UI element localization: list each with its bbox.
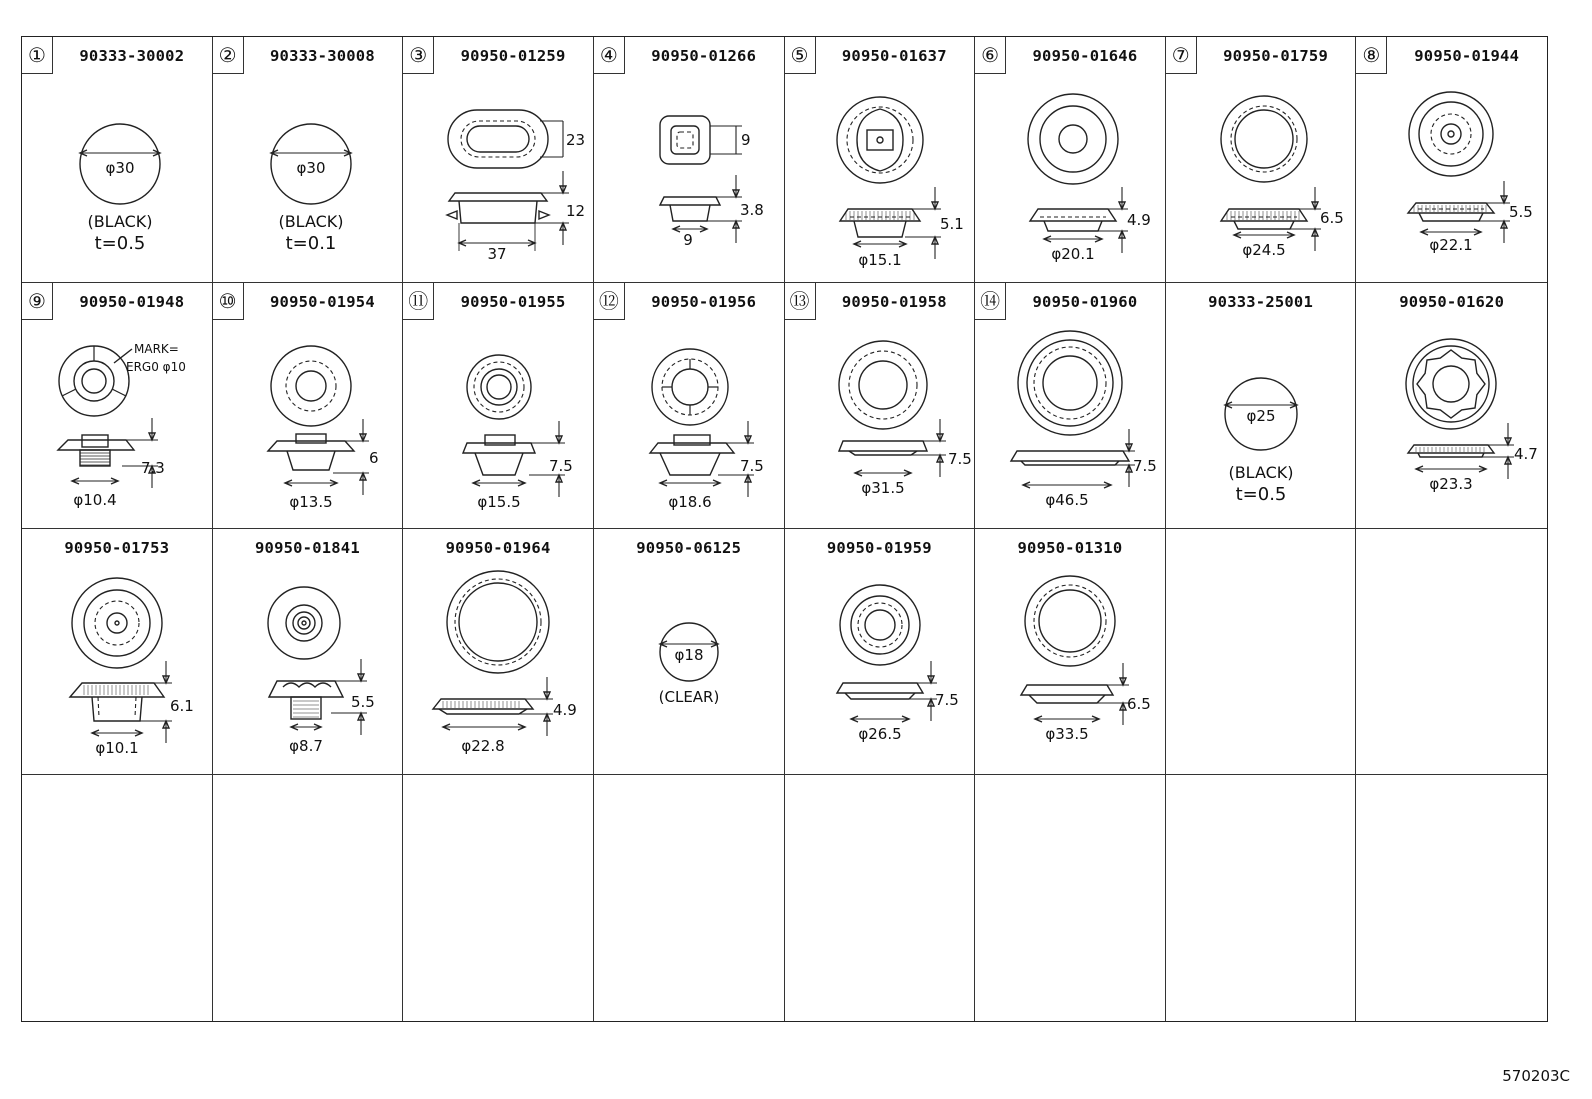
- mark-note: MARK=: [134, 342, 179, 356]
- dimension-label: φ22.8: [461, 737, 505, 755]
- outline-circle: [1059, 125, 1087, 153]
- body-profile: [1234, 221, 1294, 229]
- part-cell: [403, 283, 594, 529]
- part-cell: [1166, 37, 1357, 283]
- part-number: 90950-01259: [460, 47, 566, 65]
- outline-circle: [1231, 106, 1297, 172]
- part-cell: [975, 37, 1166, 283]
- index-badge: ④: [594, 37, 625, 74]
- dimension-label: φ8.7: [288, 737, 323, 755]
- part-cell: [22, 283, 213, 529]
- square-outline: [660, 116, 710, 164]
- outline-circle: [1235, 110, 1293, 168]
- part-number: 90950-01958: [841, 293, 947, 311]
- thickness-note: t=0.1: [285, 233, 337, 254]
- outline-circle: [840, 585, 920, 665]
- dimension-label: 7.5: [934, 691, 959, 709]
- part-number: 90333-30002: [79, 47, 185, 65]
- dimension-label: φ22.1: [1429, 236, 1474, 254]
- square-hole: [677, 132, 693, 148]
- part-cell: [594, 37, 785, 283]
- flange-profile: [1408, 445, 1494, 453]
- outline-circle: [1413, 346, 1489, 422]
- outline-circle: [296, 371, 326, 401]
- flange-profile: [449, 193, 547, 201]
- dimension-label: 37: [487, 245, 507, 263]
- dimension-label: 5.5: [350, 693, 375, 711]
- part-drawing: [213, 283, 403, 529]
- outline-circle: [1040, 106, 1106, 172]
- outline-circle: [84, 590, 150, 656]
- part-cell: [594, 529, 785, 775]
- part-drawing: [975, 283, 1165, 529]
- part-drawing: [22, 283, 212, 529]
- empty-cell: [1356, 775, 1547, 1021]
- outline-circle: [859, 361, 907, 409]
- part-drawing: [403, 37, 593, 283]
- part-number: 90950-01759: [1223, 47, 1328, 65]
- dimension-label: φ15.5: [477, 493, 521, 511]
- diagram-code: 570203C: [1502, 1067, 1570, 1085]
- part-number: 90950-01646: [1032, 47, 1138, 65]
- outline-circle: [286, 605, 322, 641]
- dimension-label: 7.3: [141, 459, 165, 477]
- part-number: 90950-01955: [460, 293, 566, 311]
- body-profile: [1419, 213, 1483, 221]
- part-drawing: [213, 37, 403, 283]
- part-number: 90950-01841: [255, 539, 360, 557]
- empty-cell: [1166, 529, 1357, 775]
- part-drawing: [785, 37, 975, 283]
- outline-circle: [1039, 590, 1101, 652]
- index-badge: ⑫: [594, 283, 625, 320]
- part-drawing: [1356, 37, 1546, 283]
- outline-circle: [1027, 340, 1113, 426]
- part-number: 90950-01954: [270, 293, 375, 311]
- outline-circle: [302, 621, 306, 625]
- dimension-label: 7.5: [1133, 457, 1157, 475]
- flange-profile: [837, 683, 923, 693]
- part-cell: [1166, 283, 1357, 529]
- outline-circle: [839, 341, 927, 429]
- dimension-label: 4.7: [1514, 445, 1539, 463]
- color-note: (BLACK): [1228, 463, 1294, 482]
- part-cell: [594, 283, 785, 529]
- part-number: 90950-01266: [651, 47, 757, 65]
- outline-circle: [672, 369, 708, 405]
- part-cell: [975, 283, 1166, 529]
- flange-profile: [1408, 203, 1494, 213]
- outline-circle: [1409, 92, 1493, 176]
- outline-circle: [1431, 114, 1471, 154]
- dimension-label: φ10.4: [73, 491, 117, 509]
- empty-cell: [785, 775, 976, 1021]
- part-number: 90950-01310: [1017, 539, 1123, 557]
- part-number: 90333-25001: [1208, 293, 1313, 311]
- outline-circle: [1028, 94, 1118, 184]
- part-cell: [785, 37, 976, 283]
- rib: [62, 389, 76, 396]
- part-number: 90950-06125: [636, 539, 742, 557]
- part-drawing: [594, 283, 784, 529]
- part-number: 90950-01637: [841, 47, 947, 65]
- dimension-label: 12: [566, 202, 586, 220]
- part-cell: [975, 529, 1166, 775]
- index-badge: ⑤: [785, 37, 816, 74]
- outline-circle: [72, 578, 162, 668]
- diameter-label: φ18: [674, 646, 704, 664]
- outline-circle: [1406, 339, 1496, 429]
- dimension-label: 23: [566, 131, 586, 149]
- dimension-label: φ18.6: [668, 493, 712, 511]
- flange-profile: [1021, 685, 1113, 695]
- dimension-label: φ31.5: [860, 479, 905, 497]
- index-badge: ③: [403, 37, 434, 74]
- square-mid: [671, 126, 699, 154]
- dimension-label: 5.5: [1509, 203, 1534, 221]
- outline-circle: [115, 621, 119, 625]
- outline-circle: [1034, 585, 1106, 657]
- center-hole: [877, 137, 883, 143]
- gear-teeth: [1417, 350, 1485, 418]
- index-badge: ⑩: [213, 283, 244, 320]
- outline-circle: [1221, 96, 1307, 182]
- flange-profile: [1221, 209, 1307, 221]
- clip-tab: [447, 211, 549, 219]
- body-profile: [439, 709, 527, 714]
- empty-cell: [22, 775, 213, 1021]
- part-drawing: [403, 283, 593, 529]
- part-number: 90950-01959: [826, 539, 932, 557]
- index-badge: ⑦: [1166, 37, 1197, 74]
- diameter-label: φ25: [1246, 407, 1276, 425]
- part-drawing: [785, 529, 975, 775]
- empty-cell: [1356, 529, 1547, 775]
- outline-circle: [95, 601, 139, 645]
- outline-circle: [298, 617, 310, 629]
- flange-profile: [1011, 451, 1129, 461]
- dimension-label: 4.9: [553, 701, 578, 719]
- mark-note: ERG0 φ10: [126, 360, 186, 374]
- part-drawing: [975, 529, 1165, 775]
- flange-ripple: [283, 683, 331, 687]
- parts-grid: [21, 36, 1548, 1022]
- part-cell: [213, 529, 404, 775]
- body-profile: [670, 205, 710, 221]
- outline-circle: [851, 596, 909, 654]
- part-number: 90950-01960: [1032, 293, 1138, 311]
- outline-circle: [467, 355, 531, 419]
- part-drawing: [975, 37, 1165, 283]
- oval-hole: [467, 126, 529, 152]
- dimension-label: 5.1: [939, 215, 964, 233]
- part-cell: [403, 37, 594, 283]
- outline-circle: [286, 361, 336, 411]
- index-badge: ⑬: [785, 283, 816, 320]
- outline-circle: [74, 361, 114, 401]
- part-number: 90950-01753: [64, 539, 170, 557]
- index-badge: ⑧: [1356, 37, 1387, 74]
- flange-profile: [660, 197, 720, 205]
- dimension-label: 9: [683, 231, 693, 249]
- outline-circle: [459, 583, 537, 661]
- outline-circle: [837, 97, 923, 183]
- dimension-label: 3.8: [739, 201, 764, 219]
- part-cell: [785, 283, 976, 529]
- flange-profile: [58, 440, 134, 450]
- index-badge: ⑨: [22, 283, 53, 320]
- dimension-label: 4.9: [1127, 211, 1151, 229]
- part-cell: [213, 37, 404, 283]
- body-profile: [92, 697, 142, 721]
- outline-circle: [1441, 124, 1461, 144]
- part-cell: [403, 529, 594, 775]
- index-badge: ⑥: [975, 37, 1006, 74]
- part-drawing: [213, 529, 403, 775]
- part-cell: [22, 37, 213, 283]
- index-badge: ⑭: [975, 283, 1006, 320]
- part-cell: [785, 529, 976, 775]
- part-drawing: [22, 37, 212, 283]
- part-number: 90333-30008: [270, 47, 375, 65]
- dimension-label: φ26.5: [857, 725, 902, 743]
- body-profile: [1029, 695, 1105, 703]
- body-profile: [1044, 221, 1102, 231]
- dimension-label: φ33.5: [1045, 725, 1089, 743]
- part-drawing: [22, 529, 212, 775]
- hub-top: [82, 435, 108, 447]
- part-cell: [22, 529, 213, 775]
- outline-circle: [107, 613, 127, 633]
- dimension-label: φ20.1: [1051, 245, 1095, 263]
- part-drawing: [785, 283, 975, 529]
- outline-circle: [455, 579, 541, 665]
- body-profile: [845, 693, 915, 699]
- outline-circle: [1034, 347, 1106, 419]
- empty-cell: [594, 775, 785, 1021]
- body-profile: [475, 453, 523, 475]
- part-number: 90950-01620: [1399, 293, 1505, 311]
- outline-circle: [268, 587, 340, 659]
- dimension-label: φ13.5: [288, 493, 333, 511]
- dimension-label: φ24.5: [1242, 241, 1286, 259]
- outline-circle: [1419, 102, 1483, 166]
- color-note: (CLEAR): [658, 688, 720, 706]
- part-cell: [1356, 283, 1547, 529]
- part-drawing: [1356, 283, 1546, 529]
- oval-outline: [448, 110, 548, 168]
- color-note: (BLACK): [278, 212, 344, 231]
- body-profile: [854, 221, 906, 237]
- diameter-label: φ30: [296, 159, 326, 177]
- outline-circle: [293, 612, 315, 634]
- dimension-label: 9: [740, 131, 751, 149]
- index-badge: ②: [213, 37, 244, 74]
- body-profile: [291, 697, 321, 719]
- center-hub: [867, 130, 893, 150]
- outline-circle: [1448, 131, 1454, 137]
- empty-cell: [975, 775, 1166, 1021]
- part-number: 90950-01956: [651, 293, 757, 311]
- index-badge: ①: [22, 37, 53, 74]
- dimension-label: φ10.1: [95, 739, 139, 757]
- empty-cell: [213, 775, 404, 1021]
- part-number: 90950-01948: [79, 293, 185, 311]
- dimension-label: φ46.5: [1045, 491, 1089, 509]
- outline-circle: [1433, 366, 1469, 402]
- color-note: (BLACK): [87, 212, 153, 231]
- outline-circle: [1043, 356, 1097, 410]
- dimension-label: 6: [368, 449, 379, 467]
- thickness-note: t=0.5: [1235, 484, 1287, 505]
- outline-circle: [447, 571, 549, 673]
- outline-circle: [487, 375, 511, 399]
- rib: [112, 389, 126, 396]
- dimension-label: 6.1: [170, 697, 194, 715]
- flange-profile: [840, 209, 920, 221]
- dimension-label: 6.5: [1127, 695, 1151, 713]
- empty-cell: [403, 775, 594, 1021]
- diameter-label: φ30: [105, 159, 135, 177]
- part-drawing: [1166, 283, 1356, 529]
- flange-profile: [1030, 209, 1116, 221]
- body-profile: [287, 451, 335, 470]
- body-profile: [459, 201, 537, 223]
- part-cell: [1356, 37, 1547, 283]
- part-drawing: [1166, 37, 1356, 283]
- dimension-label: 7.5: [947, 450, 972, 468]
- outline-circle: [865, 610, 895, 640]
- flange-profile: [839, 441, 927, 451]
- dimension-label: 7.5: [739, 457, 764, 475]
- index-badge: ⑪: [403, 283, 434, 320]
- part-cell: [213, 283, 404, 529]
- part-number: 90950-01944: [1414, 47, 1520, 65]
- dimension-label: φ15.1: [857, 251, 902, 269]
- part-number: 90950-01964: [445, 539, 551, 557]
- threaded-body: [80, 450, 110, 466]
- outline-circle: [271, 346, 351, 426]
- dimension-label: 6.5: [1319, 209, 1344, 227]
- body-profile: [660, 453, 720, 475]
- empty-cell: [1166, 775, 1357, 1021]
- part-drawing: [594, 37, 784, 283]
- outline-circle: [82, 369, 106, 393]
- dimension-label: φ23.3: [1429, 475, 1474, 493]
- slot-profile: [857, 109, 903, 171]
- dimension-label: 7.5: [549, 457, 574, 475]
- part-drawing: [594, 529, 784, 775]
- body-detail: [98, 697, 136, 717]
- part-drawing: [403, 529, 593, 775]
- thickness-note: t=0.5: [94, 233, 146, 254]
